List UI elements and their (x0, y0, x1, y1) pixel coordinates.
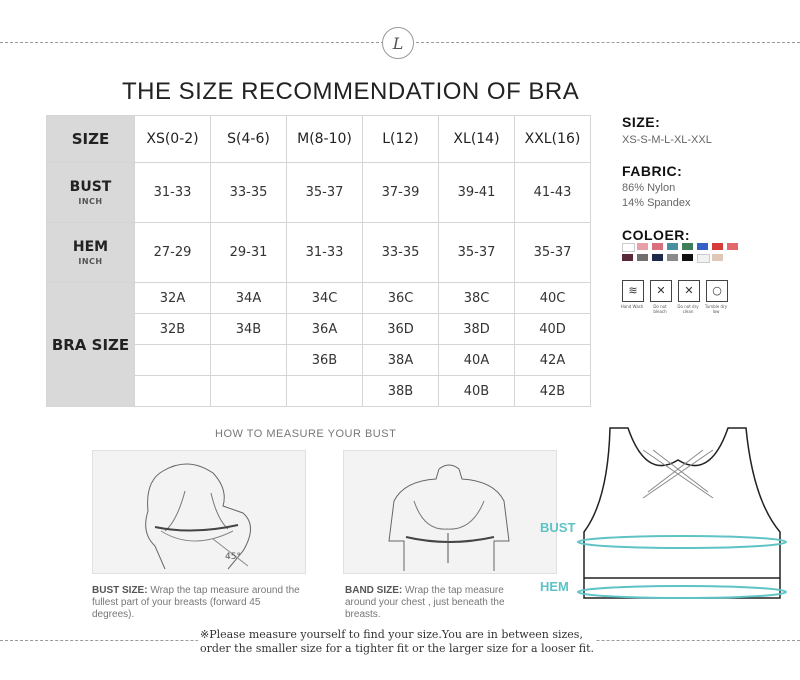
bust-cell: 39-41 (439, 163, 515, 223)
color-swatch (682, 254, 693, 261)
band-size-caption-label: BAND SIZE: (345, 585, 403, 596)
size-note (198, 628, 596, 656)
size-note-line: order the smaller size for a tighter fit or the larger size for a looser fit. (200, 642, 595, 655)
tumble-dry-low-icon: ○ (706, 280, 728, 302)
bust-unit: INCH (78, 197, 103, 206)
care-label: Hand Wash (620, 304, 644, 309)
bra-cell: 34A (211, 283, 287, 314)
hem-cell: 35-37 (439, 223, 515, 283)
bra-cell: 36A (287, 314, 363, 345)
color-swatch (712, 243, 723, 250)
bust-measure-illustration (92, 450, 306, 574)
bra-cell: 36C (363, 283, 439, 314)
size-column-header: M(8-10) (287, 116, 363, 163)
bra-cell: 40D (515, 314, 591, 345)
care-label: Do not bleach (653, 304, 667, 314)
color-swatch (667, 243, 678, 250)
hem-row-label (47, 223, 135, 283)
bra-size-label: BRA SIZE (47, 283, 135, 407)
bust-figure-svg (93, 451, 305, 573)
bust-diagram-label: BUST (540, 520, 576, 535)
care-label: Do not dry clean (677, 304, 699, 314)
bust-size-caption-text: Wrap the tap measure around the fullest part of your breasts (forward 45 degrees). (92, 585, 300, 620)
bust-label: BUST (69, 179, 112, 195)
hem-cell: 31-33 (287, 223, 363, 283)
bust-row (47, 163, 591, 223)
color-title: COLOER: (622, 227, 691, 243)
brand-logo-text: L (392, 33, 404, 53)
table-header-row (47, 116, 591, 163)
bra-cell (135, 345, 211, 376)
bra-cell: 34C (287, 283, 363, 314)
fabric-line: 14% Spandex (622, 197, 691, 209)
band-figure-svg (344, 451, 556, 573)
bra-cell: 42B (515, 376, 591, 407)
color-swatch (682, 243, 693, 250)
color-swatch (712, 254, 723, 261)
size-note-line: ※Please measure yourself to find your size.You are in between sizes, (200, 628, 583, 641)
bra-cell: 42A (515, 345, 591, 376)
bra-cell: 36B (287, 345, 363, 376)
bra-cell: 34B (211, 314, 287, 345)
bust-cell: 31-33 (135, 163, 211, 223)
bra-cell: 32B (135, 314, 211, 345)
bra-cell: 38B (363, 376, 439, 407)
bra-cell (135, 376, 211, 407)
bra-cell: 38D (439, 314, 515, 345)
hem-cell: 33-35 (363, 223, 439, 283)
bra-row (47, 283, 591, 314)
size-column-header: XL(14) (439, 116, 515, 163)
size-column-header: S(4-6) (211, 116, 287, 163)
brand-logo (382, 27, 414, 59)
bust-row-label (47, 163, 135, 223)
color-swatch (697, 243, 708, 250)
hem-cell: 35-37 (515, 223, 591, 283)
hand-wash-icon: ≋ (622, 280, 644, 302)
bra-cell (287, 376, 363, 407)
bra-cell: 32A (135, 283, 211, 314)
bra-cell: 40C (515, 283, 591, 314)
bust-size-caption (92, 585, 302, 621)
angle-label: 45° (225, 552, 241, 562)
hem-label: HEM (72, 239, 109, 255)
hem-cell: 29-31 (211, 223, 287, 283)
page-title: THE SIZE RECOMMENDATION OF BRA (122, 78, 580, 105)
bust-cell: 37-39 (363, 163, 439, 223)
bra-cell: 38C (439, 283, 515, 314)
bra-outline (584, 428, 780, 598)
bust-cell: 35-37 (287, 163, 363, 223)
size-spec-value: XS-S-M-L-XL-XXL (622, 134, 712, 146)
color-swatch (637, 243, 648, 250)
band-size-caption-text: Wrap the tap measure around your chest , just beneath the breasts. (345, 585, 505, 620)
hem-cell: 27-29 (135, 223, 211, 283)
bust-cell: 41-43 (515, 163, 591, 223)
size-column-header: XS(0-2) (135, 116, 211, 163)
hem-unit: INCH (78, 257, 103, 266)
bra-cell (211, 376, 287, 407)
do-not-bleach-icon: ✕ (650, 280, 672, 302)
bra-cell: 36D (363, 314, 439, 345)
color-swatch (652, 243, 663, 250)
band-size-caption (345, 585, 530, 621)
fabric-title: FABRIC: (622, 163, 683, 179)
size-column-header: XXL(16) (515, 116, 591, 163)
hem-diagram-label: HEM (540, 579, 569, 594)
care-label: Tumble dry low (704, 304, 728, 314)
color-swatch (652, 254, 663, 261)
color-swatch (622, 254, 633, 261)
color-swatch (622, 243, 635, 252)
size-table (46, 115, 591, 407)
how-to-measure-title: HOW TO MEASURE YOUR BUST (215, 428, 397, 440)
fabric-line: 86% Nylon (622, 182, 676, 194)
bra-cell: 38A (363, 345, 439, 376)
size-column-header: L(12) (363, 116, 439, 163)
bust-cell: 33-35 (211, 163, 287, 223)
do-not-dry-clean-icon: ✕ (678, 280, 700, 302)
hem-row (47, 223, 591, 283)
bra-cell: 40A (439, 345, 515, 376)
bust-size-caption-label: BUST SIZE: (92, 585, 148, 596)
size-header-cell: SIZE (47, 116, 135, 163)
band-measure-illustration (343, 450, 557, 574)
bra-cell (211, 345, 287, 376)
color-swatch (637, 254, 648, 261)
color-swatch (697, 254, 710, 263)
color-swatch (667, 254, 678, 261)
color-swatch (727, 243, 738, 250)
bra-cell: 40B (439, 376, 515, 407)
size-spec-title: SIZE: (622, 114, 661, 130)
bra-diagram (568, 420, 800, 620)
